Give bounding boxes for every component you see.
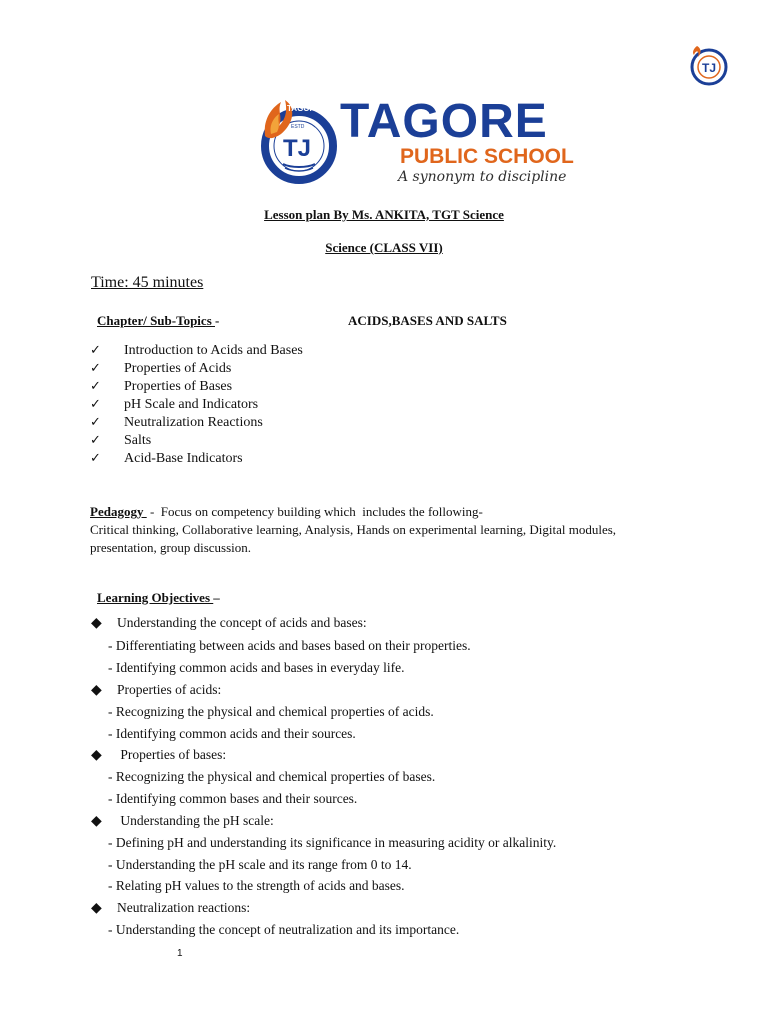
brand-name: TAGORE xyxy=(340,95,548,148)
objective-group-title: ◆ Properties of acids: xyxy=(91,682,222,698)
check-icon: ✓ xyxy=(90,361,101,376)
svg-text:TJ: TJ xyxy=(283,135,312,162)
check-icon: ✓ xyxy=(90,433,101,448)
list-item: ✓ Properties of Acids xyxy=(90,361,232,376)
emblem-top-text: TAGORE xyxy=(287,104,321,113)
lesson-plan-title: Lesson plan By Ms. ANKITA, TGT Science xyxy=(264,207,504,222)
objective-item: - Identifying common acids and their sources. xyxy=(108,726,356,741)
objective-item: - Relating pH values to the strength of acids and bases. xyxy=(108,878,405,893)
objective-item: - Identifying common acids and bases in everyday life. xyxy=(108,660,405,675)
chapter-title: ACIDS,BASES AND SALTS xyxy=(348,313,507,328)
school-emblem-icon xyxy=(688,45,728,87)
pedagogy-line-2: Critical thinking, Collaborative learning, Analysis, Hands on experimental learning, Digital modules, xyxy=(90,522,617,537)
corner-school-logo xyxy=(688,45,728,87)
objective-group-title: ◆ Understanding the pH scale: xyxy=(91,813,274,829)
objectives-heading: Learning Objectives – xyxy=(97,590,220,605)
brand-subtitle: PUBLIC SCHOOL xyxy=(400,145,574,168)
emblem-estd-text: ESTD xyxy=(291,124,305,130)
list-item: ✓ pH Scale and Indicators xyxy=(90,397,259,412)
objective-group-title: ◆ Properties of bases: xyxy=(91,747,227,763)
time-heading: Time: 45 minutes xyxy=(91,274,204,291)
list-item: ✓ Properties of Bases xyxy=(90,379,233,394)
brand-tagline: A synonym to discipline xyxy=(398,169,567,185)
diamond-bullet-icon: ◆ xyxy=(91,900,102,916)
objective-item: - Understanding the concept of neutralization and its importance. xyxy=(108,922,460,937)
list-item: ✓ Acid-Base Indicators xyxy=(90,451,243,466)
diamond-bullet-icon: ◆ xyxy=(91,747,102,763)
chapter-label-dash: - xyxy=(215,313,220,328)
list-item: ✓ Introduction to Acids and Bases xyxy=(90,343,303,358)
objective-item: - Recognizing the physical and chemical properties of acids. xyxy=(108,704,434,719)
chapter-label-text: Chapter/ Sub-Topics xyxy=(97,313,215,328)
objective-item: - Recognizing the physical and chemical properties of bases. xyxy=(108,769,436,784)
objective-group-title: ◆ Neutralization reactions: xyxy=(91,900,251,916)
diamond-bullet-icon: ◆ xyxy=(91,682,102,698)
subtopics-list xyxy=(90,342,303,468)
check-icon: ✓ xyxy=(90,451,101,466)
chapter-label xyxy=(97,313,219,329)
check-icon: ✓ xyxy=(90,415,101,430)
objective-item: - Understanding the pH scale and its range from 0 to 14. xyxy=(108,857,412,872)
objective-item: - Defining pH and understanding its significance in measuring acidity or alkalinity. xyxy=(108,835,557,850)
check-icon: ✓ xyxy=(90,379,101,394)
diamond-bullet-icon: ◆ xyxy=(91,813,102,829)
svg-text:TJ: TJ xyxy=(702,61,717,75)
pedagogy-line-3: presentation, group discussion. xyxy=(90,540,252,555)
pedagogy-label: Pedagogy xyxy=(90,504,147,519)
main-school-emblem xyxy=(257,98,337,190)
list-item: ✓ Neutralization Reactions xyxy=(90,415,263,430)
diamond-bullet-icon: ◆ xyxy=(91,615,102,631)
check-icon: ✓ xyxy=(90,343,101,358)
pedagogy-intro: - Focus on competency building which includes the following- xyxy=(146,504,483,519)
list-item: ✓ Salts xyxy=(90,433,152,448)
objective-group-title: ◆ Understanding the concept of acids and bases: xyxy=(91,615,367,631)
page-number: 1 xyxy=(177,948,183,959)
check-icon: ✓ xyxy=(90,397,101,412)
pedagogy-line-1 xyxy=(90,503,483,521)
objective-item: - Identifying common bases and their sources. xyxy=(108,791,358,806)
class-title: Science (CLASS VII) xyxy=(325,240,443,255)
objective-item: - Differentiating between acids and bases based on their properties. xyxy=(108,638,471,653)
